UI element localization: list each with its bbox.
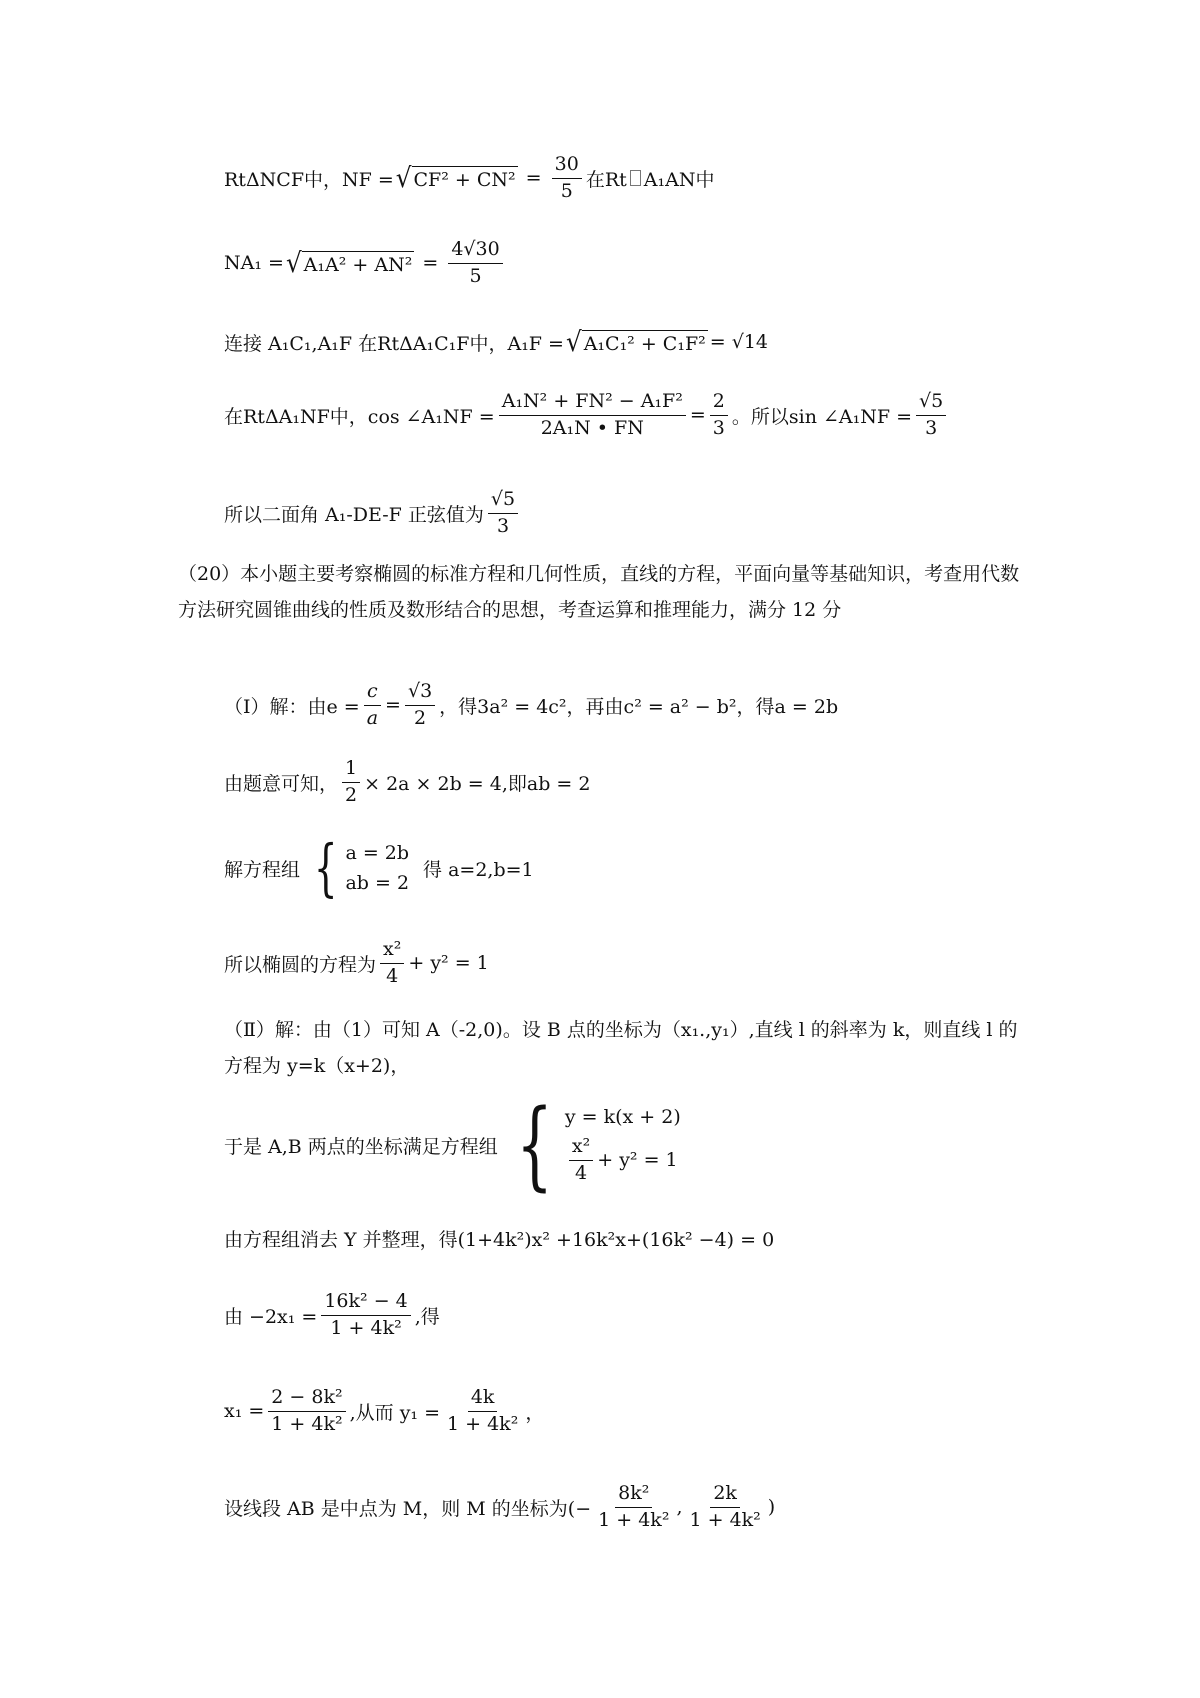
missing-glyph	[630, 170, 641, 186]
line-minus-2x1	[224, 1282, 440, 1348]
text: 所以椭圆的方程为	[224, 953, 377, 976]
text: 由题意可知，	[224, 772, 339, 795]
text: NA₁ =	[224, 252, 284, 274]
equation-system: { a = 2b ab = 2	[313, 831, 410, 904]
line-na1: NA₁ = √ A₁A² + AN² = $\frac{4√30}{5}$	[224, 230, 507, 296]
problem-20-intro: （20）本小题主要考察椭圆的标准方程和几何性质，直线的方程，平面向量等基础知识，考查用代数方法研究圆锥曲线的性质及数形结合的思想，考查运算和推理能力，满分 12 分	[178, 563, 1020, 621]
line-connect-a1c1	[224, 322, 768, 362]
text: 于是 A,B 两点的坐标满足方程组	[224, 1135, 498, 1158]
text: = √14	[709, 331, 768, 353]
text: RtΔNCF中，NF =	[224, 168, 394, 191]
fraction: $\frac{\text{x²}}{4}$	[569, 1136, 593, 1185]
text: × 2a × 2b = 4,即ab = 2	[364, 772, 591, 795]
fraction: $\frac{\text{x²}}{4}$	[380, 939, 404, 988]
text: （Ⅰ）解：由e =	[224, 695, 360, 718]
equation-system: { y = k(x + 2) $\frac{\text{x²}}{4}$ + y² = 1	[516, 1089, 681, 1201]
text: ，得3a² = 4c²，再由c² = a² − b²，得a = 2b	[439, 695, 839, 718]
text: + y² = 1	[408, 952, 489, 974]
fraction: $\frac{c}{a}$	[364, 681, 381, 730]
text: 由 −2x₁ =	[224, 1305, 318, 1328]
sqrt-expr: √ CF² + CN²	[395, 160, 516, 193]
fraction: $\frac{2}{3}$	[710, 391, 728, 440]
line-eliminate-y	[224, 1218, 774, 1258]
fraction: $\frac{1}{2}$	[342, 758, 360, 807]
text: ,从而 y₁ =	[349, 1401, 440, 1424]
line-ab-system	[224, 1090, 687, 1200]
line-cos-a1nf	[224, 382, 950, 448]
text: 设线段 AB 是中点为 M，则 M 的坐标为(−	[224, 1497, 592, 1520]
fraction: $\frac{4√30}{5}$	[448, 239, 502, 288]
text: 所以二面角 A₁-DE-F 正弦值为	[224, 503, 484, 526]
text: 由方程组消去 Y 并整理，得(1+4k²)x² +16k²x+(16k² −4) = 0	[224, 1228, 775, 1251]
line-x1-y1	[224, 1378, 544, 1444]
line-area-condition	[224, 752, 590, 812]
sqrt-expr: √ A₁C₁² + C₁F²	[565, 324, 706, 357]
fraction: $\frac{\text{A₁N² + FN² − A₁F²}}{\text{2A₁N • FN}}$	[499, 391, 686, 440]
fraction: $\frac{√5}{3}$	[488, 489, 518, 538]
fraction: $\frac{\text{2 − 8k²}}{\text{1 + 4k²}}$	[268, 1387, 345, 1436]
text: ,得	[414, 1305, 440, 1328]
fraction: $\frac{4k}{\text{1 + 4k²}}$	[447, 1385, 519, 1435]
fraction: $\frac{\text{8k²}}{\text{1 + 4k²}}$	[598, 1481, 670, 1531]
line-ellipse-equation	[224, 930, 489, 996]
text: x₁ =	[224, 1400, 265, 1422]
line-rt-ncf: RtΔNCF中，NF = √ CF² + CN² = $\frac{30}{5}$ 在Rt A₁AN中	[224, 152, 715, 202]
text: =	[385, 694, 401, 716]
text: ，	[525, 1401, 545, 1424]
line-dihedral-sine	[224, 480, 522, 546]
text: A₁AN中	[643, 168, 715, 191]
text: 连接 A₁C₁,A₁F 在RtΔA₁C₁F中，A₁F =	[224, 332, 564, 355]
text: )	[767, 1496, 776, 1518]
text: 在Rt	[585, 168, 627, 191]
sqrt-expr: √ A₁A² + AN²	[285, 245, 413, 278]
line-solve-system	[224, 828, 534, 908]
fraction: $\frac{2k}{\text{1 + 4k²}}$	[689, 1481, 761, 1531]
fraction: $\frac{30}{5}$	[552, 154, 582, 203]
fraction: $\frac{√5}{3}$	[916, 391, 946, 440]
text: 在RtΔA₁NF中，cos ∠A₁NF =	[224, 405, 495, 428]
text: 。所以sin ∠A₁NF =	[731, 405, 913, 428]
part2-intro: （Ⅱ）解：由（1）可知 A（-2,0)。设 B 点的坐标为（x₁.,y₁）,直线 l 的斜率为 k，则直线 l 的方程为 y=k（x+2)，	[224, 1019, 1018, 1077]
line-part1-eccentricity	[224, 672, 838, 738]
fraction: $\frac{√3}{2}$	[405, 681, 435, 730]
text: 解方程组	[224, 858, 301, 881]
fraction: $\frac{\text{16k² − 4}}{\text{1 + 4k²}}$	[321, 1291, 410, 1340]
line-midpoint-m	[224, 1474, 775, 1540]
text: 得 a=2,b=1	[423, 858, 534, 881]
text: =	[689, 404, 706, 426]
text: ,	[676, 1496, 683, 1518]
